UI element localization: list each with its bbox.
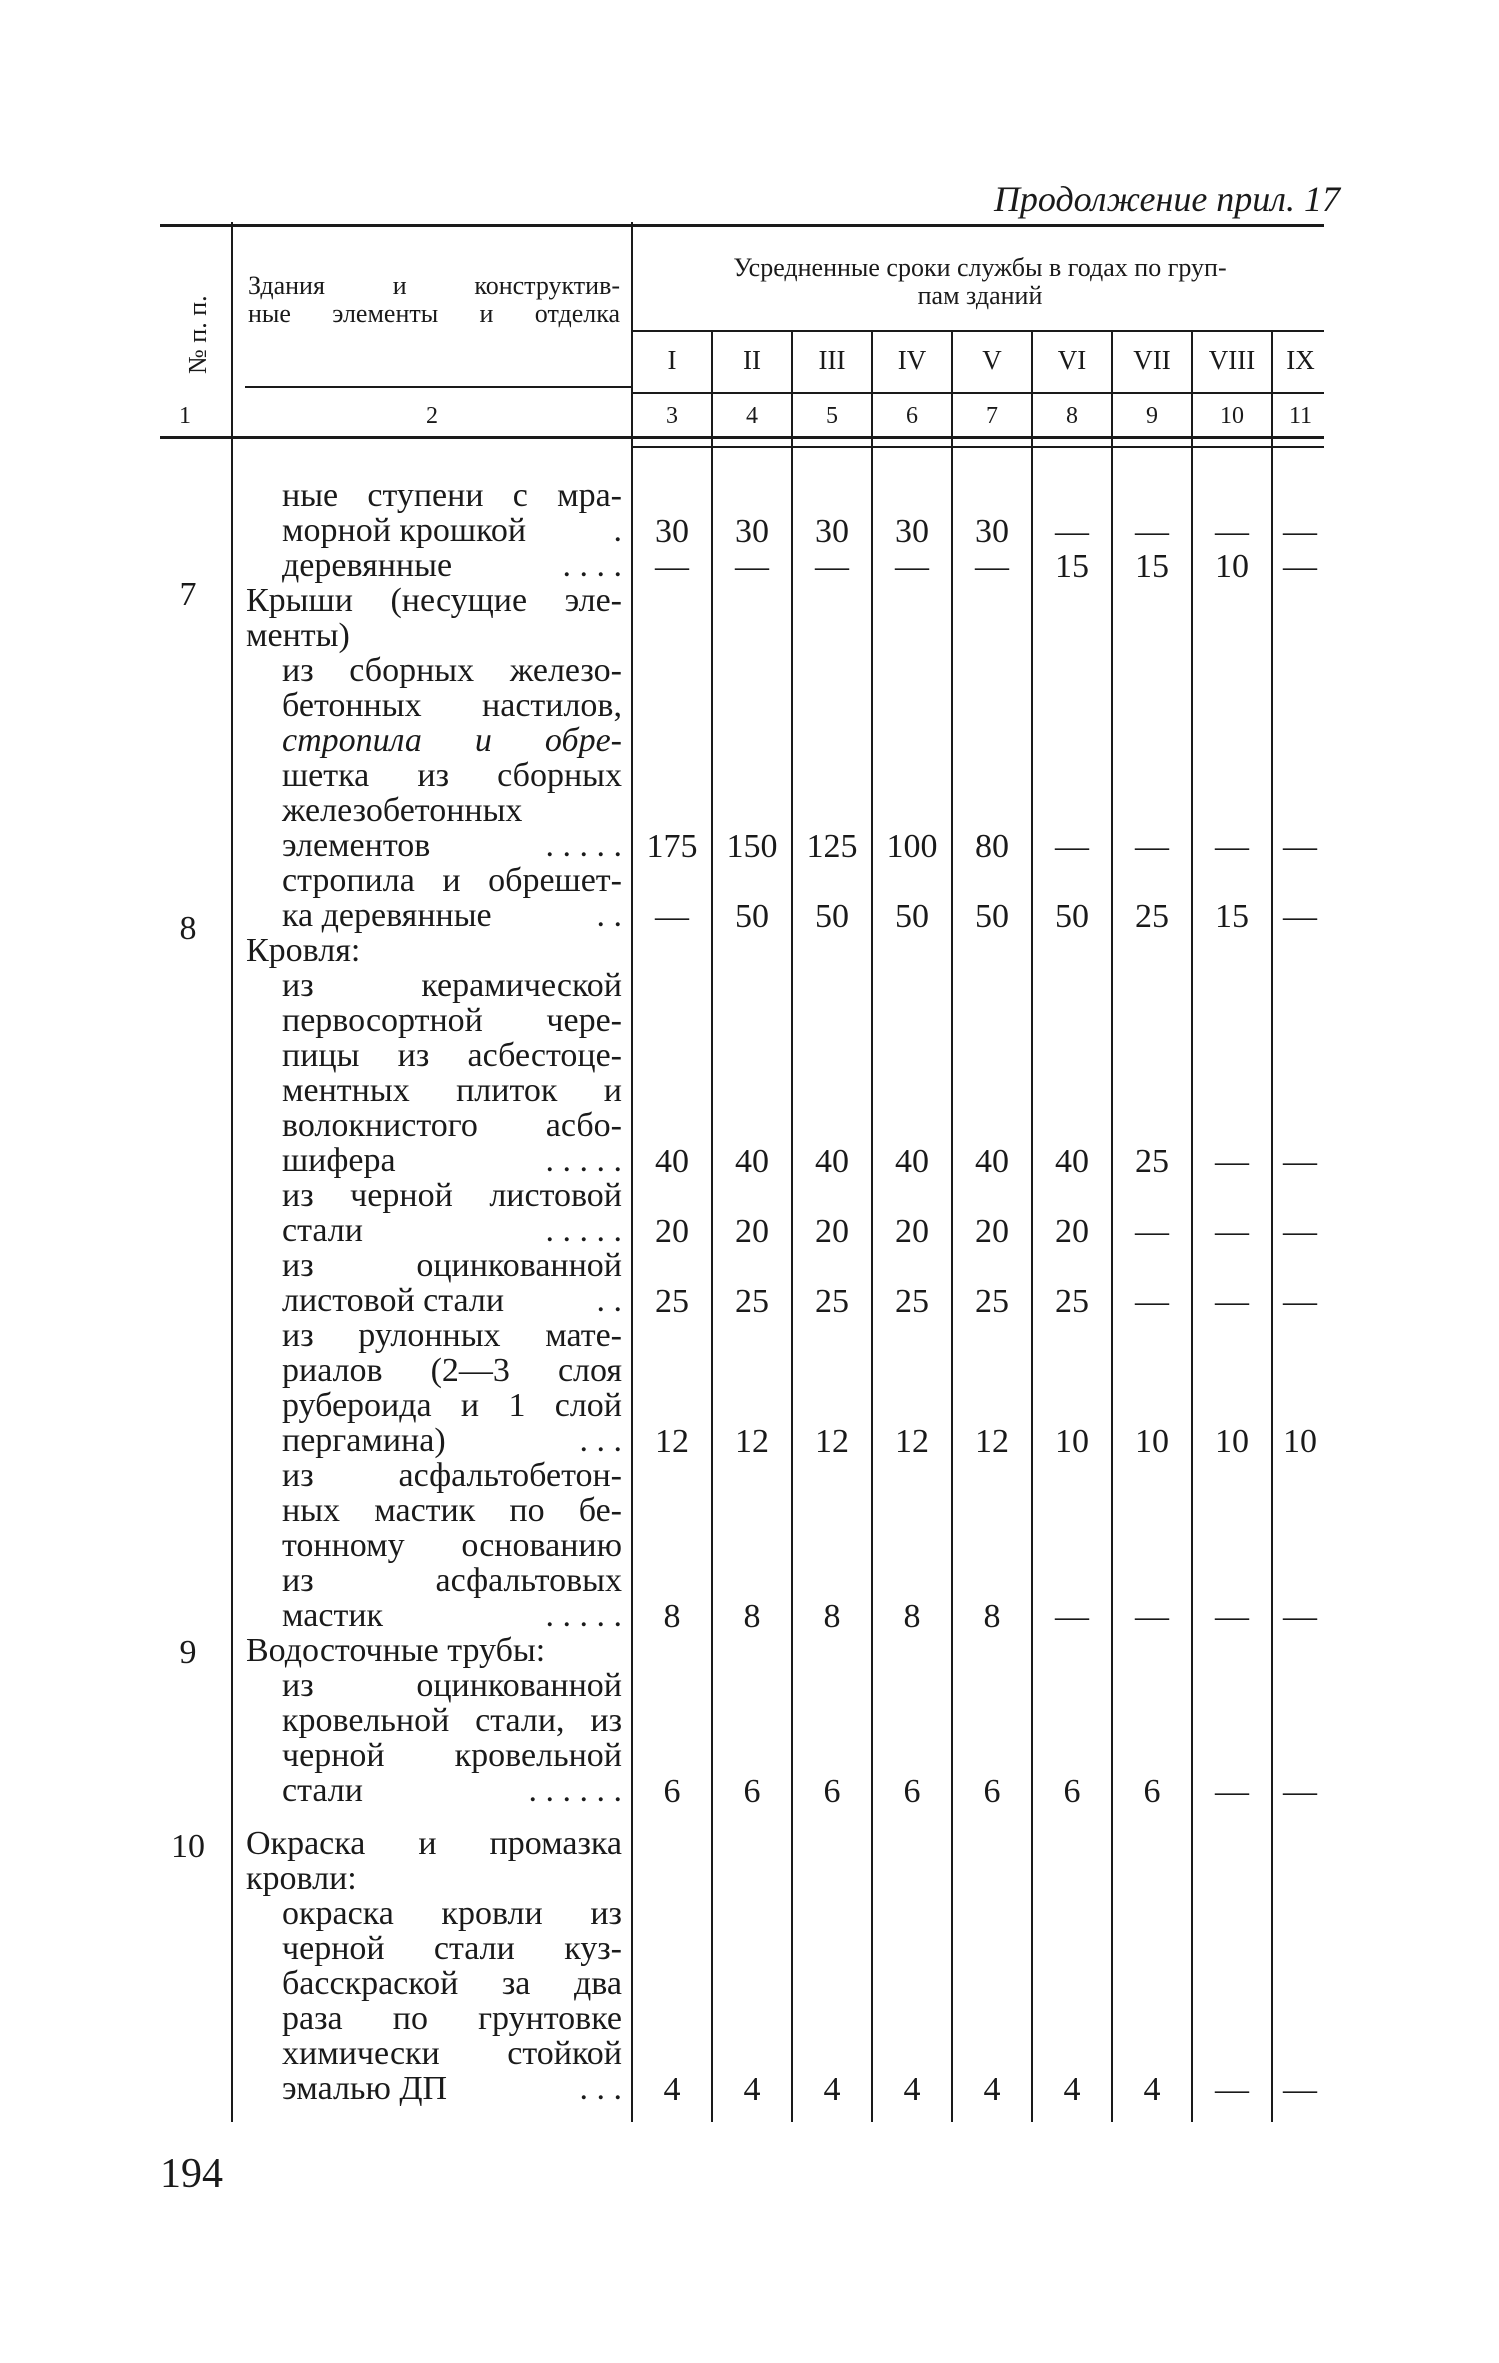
desc-line: пицы из асбестоце-: [282, 1037, 622, 1074]
groups-header-rule: [632, 330, 1324, 332]
value-cell: 6: [1063, 1773, 1081, 1810]
desc-line: риалов (2—3 слоя: [282, 1352, 622, 1389]
value-cell: 25: [735, 1283, 769, 1320]
value-cell: —: [1215, 1143, 1249, 1180]
value-cell: 100: [886, 828, 938, 865]
group-label-8: VIII: [1208, 345, 1256, 375]
desc-line: из асфальтовых: [282, 1562, 622, 1599]
value-cell: —: [1283, 1213, 1317, 1250]
desc-line: мастик . . . . .: [282, 1597, 622, 1634]
col-number-4: 4: [746, 403, 758, 429]
value-cell: 8: [823, 1598, 841, 1635]
value-cell: 30: [655, 513, 689, 550]
value-cell: 40: [1055, 1143, 1089, 1180]
desc-line: Крыши (несущие эле-: [246, 582, 622, 619]
value-cell: 15: [1055, 548, 1089, 585]
header-groups-line2: пам зданий: [917, 281, 1043, 310]
value-cell: 10: [1135, 1423, 1169, 1460]
desc-line: пергамина) . . .: [282, 1422, 622, 1459]
value-cell: 12: [975, 1423, 1009, 1460]
col-number-8: 8: [1066, 403, 1078, 429]
group-label-3: III: [818, 345, 846, 375]
desc-line: из оцинкованной: [282, 1247, 622, 1284]
value-cell: —: [735, 548, 769, 585]
desc-line: ментных плиток и: [282, 1072, 622, 1109]
value-cell: —: [1215, 1773, 1249, 1810]
row-number-10: 10: [171, 1828, 205, 1865]
value-cell: 10: [1215, 1423, 1249, 1460]
desc-line: первосортной чере-: [282, 1002, 622, 1039]
desc-line: из рулонных мате-: [282, 1317, 622, 1354]
col-number-3: 3: [666, 403, 678, 429]
col-number-11: 11: [1288, 403, 1313, 429]
value-cell: 25: [1135, 1143, 1169, 1180]
value-cell: —: [1135, 1283, 1169, 1320]
desc-line: ные ступени с мра-: [282, 477, 622, 514]
value-cell: 40: [655, 1143, 689, 1180]
value-cell: 4: [1143, 2071, 1161, 2108]
value-cell: 20: [1055, 1213, 1089, 1250]
value-cell: —: [1283, 513, 1317, 550]
value-cell: —: [1055, 828, 1089, 865]
desc-line: ных мастик по бе-: [282, 1492, 622, 1529]
value-cell: 80: [975, 828, 1009, 865]
value-cell: 8: [983, 1598, 1001, 1635]
desc-line: менты): [246, 617, 350, 654]
value-cell: 150: [726, 828, 778, 865]
page-number: 194: [160, 2151, 223, 2197]
value-cell: —: [895, 548, 929, 585]
desc-line: шетка из сборных: [282, 757, 622, 794]
desc-line: рубероида и 1 слой: [282, 1387, 622, 1424]
header-col-num: № п. п.: [183, 295, 212, 374]
col-number-2: 2: [426, 403, 438, 429]
desc-line: из керамической: [282, 967, 622, 1004]
desc-line: стропила и обрешет-: [282, 862, 622, 899]
value-cell: 12: [655, 1423, 689, 1460]
value-cell: —: [1215, 1213, 1249, 1250]
desc-line: из асфальтобетон-: [282, 1457, 622, 1494]
value-cell: 6: [743, 1773, 761, 1810]
value-cell: 30: [735, 513, 769, 550]
value-cell: 20: [815, 1213, 849, 1250]
value-cell: 175: [646, 828, 698, 865]
value-cell: 8: [663, 1598, 681, 1635]
value-cell: 6: [663, 1773, 681, 1810]
desc-line: басскраской за два: [282, 1965, 622, 2002]
desc-line: черной стали куз-: [282, 1930, 622, 1967]
value-cell: 125: [806, 828, 858, 865]
value-cell: —: [815, 548, 849, 585]
desc-line: волокнистого асбо-: [282, 1107, 622, 1144]
value-cell: —: [1215, 2071, 1249, 2108]
value-cell: 40: [895, 1143, 929, 1180]
value-cell: 8: [903, 1598, 921, 1635]
desc-line: кровли:: [246, 1860, 357, 1897]
value-cell: —: [1215, 1598, 1249, 1635]
desc-line: стали . . . . . .: [282, 1772, 622, 1809]
value-cell: 10: [1283, 1423, 1317, 1460]
value-cell: 40: [735, 1143, 769, 1180]
value-cell: 4: [903, 2071, 921, 2108]
desc-line: эмалью ДП . . .: [282, 2070, 622, 2107]
desc-header-rule: [245, 386, 633, 388]
table-caption: Продолжение прил. 17: [993, 179, 1340, 219]
row-number-9: 9: [179, 1634, 197, 1671]
value-cell: 40: [815, 1143, 849, 1180]
table-top-rule: [160, 224, 1324, 227]
value-cell: 4: [1063, 2071, 1081, 2108]
value-cell: 25: [975, 1283, 1009, 1320]
header-col-desc-line1: Здания и конструктив-: [248, 271, 620, 300]
value-cell: 15: [1135, 548, 1169, 585]
value-cell: 50: [895, 898, 929, 935]
col-divider-6: [951, 330, 953, 2122]
value-cell: —: [1135, 828, 1169, 865]
value-cell: 25: [1135, 898, 1169, 935]
desc-line: листовой стали . .: [282, 1282, 622, 1319]
value-cell: 12: [815, 1423, 849, 1460]
value-cell: —: [1215, 828, 1249, 865]
row-number-7: 7: [179, 576, 197, 613]
desc-line: элементов . . . . .: [282, 827, 622, 864]
value-cell: 4: [663, 2071, 681, 2108]
desc-line: ка деревянные . .: [282, 897, 622, 934]
value-cell: —: [1055, 513, 1089, 550]
desc-line: морной крошкой .: [282, 512, 622, 549]
row-number-8: 8: [179, 910, 197, 947]
desc-line: окраска кровли из: [282, 1895, 622, 1932]
col-divider-3: [711, 330, 713, 2122]
col-number-10: 10: [1220, 403, 1244, 429]
col-divider-2: [631, 222, 633, 2122]
group-label-1: I: [667, 345, 677, 375]
desc-line: раза по грунтовке: [282, 2000, 622, 2037]
desc-line: стали . . . . .: [282, 1212, 622, 1249]
desc-line: черной кровельной: [282, 1737, 622, 1774]
value-cell: 4: [983, 2071, 1001, 2108]
col-divider-8: [1111, 330, 1113, 2122]
desc-line: железобетонных: [282, 792, 523, 829]
value-cell: —: [1283, 828, 1317, 865]
header-groups-line1: Усредненные сроки службы в годах по груп-: [733, 253, 1227, 282]
value-cell: —: [1135, 513, 1169, 550]
col-divider-5: [871, 330, 873, 2122]
value-cell: 20: [735, 1213, 769, 1250]
group-label-6: VI: [1057, 345, 1087, 375]
desc-line: деревянные . . . .: [282, 547, 622, 584]
value-cell: 12: [735, 1423, 769, 1460]
col-divider-4: [791, 330, 793, 2122]
value-cell: 50: [735, 898, 769, 935]
value-cell: 6: [823, 1773, 841, 1810]
value-cell: 10: [1215, 548, 1249, 585]
value-cell: —: [1135, 1213, 1169, 1250]
value-cell: —: [1283, 1773, 1317, 1810]
col-number-1: 1: [179, 403, 191, 429]
group-label-2: II: [743, 345, 761, 375]
group-label-5: V: [982, 345, 1002, 375]
desc-line: из оцинкованной: [282, 1667, 622, 1704]
value-cell: 20: [895, 1213, 929, 1250]
desc-line: стропила и обре-: [282, 722, 622, 759]
value-cell: —: [1215, 1283, 1249, 1320]
numbers-header-rule: [632, 392, 1324, 394]
value-cell: 6: [903, 1773, 921, 1810]
value-cell: —: [1283, 1143, 1317, 1180]
header-col-desc-line2: ные элементы и отделка: [248, 299, 620, 328]
value-cell: 15: [1215, 898, 1249, 935]
desc-line: из сборных железо-: [282, 652, 622, 689]
header-bottom-rule: [160, 436, 1324, 439]
col-divider-9: [1191, 330, 1193, 2122]
value-cell: —: [975, 548, 1009, 585]
value-cell: —: [1283, 1598, 1317, 1635]
value-cell: 30: [975, 513, 1009, 550]
value-cell: —: [1283, 898, 1317, 935]
value-cell: 25: [895, 1283, 929, 1320]
value-cell: —: [1055, 1598, 1089, 1635]
group-label-4: IV: [897, 345, 927, 375]
value-cell: 10: [1055, 1423, 1089, 1460]
value-cell: 30: [815, 513, 849, 550]
value-cell: 50: [1055, 898, 1089, 935]
col-divider-1: [231, 222, 233, 2122]
value-cell: 20: [655, 1213, 689, 1250]
desc-line: из черной листовой: [282, 1177, 622, 1214]
value-cell: —: [1215, 513, 1249, 550]
value-cell: —: [655, 898, 689, 935]
value-cell: —: [1283, 1283, 1317, 1320]
value-cell: 20: [975, 1213, 1009, 1250]
desc-line: Кровля:: [246, 932, 361, 969]
desc-line: шифера . . . . .: [282, 1142, 622, 1179]
col-number-5: 5: [826, 403, 838, 429]
body-top-rule: [632, 446, 1324, 448]
value-cell: —: [1283, 2071, 1317, 2108]
value-cell: 4: [823, 2071, 841, 2108]
value-cell: —: [1135, 1598, 1169, 1635]
group-label-9: IX: [1286, 345, 1315, 375]
value-cell: 50: [975, 898, 1009, 935]
value-cell: 25: [1055, 1283, 1089, 1320]
value-cell: 50: [815, 898, 849, 935]
desc-line: кровельной стали, из: [282, 1702, 622, 1739]
value-cell: 4: [743, 2071, 761, 2108]
value-cell: 40: [975, 1143, 1009, 1180]
col-number-9: 9: [1146, 403, 1158, 429]
desc-line: химически стойкой: [282, 2035, 622, 2072]
col-divider-7: [1031, 330, 1033, 2122]
group-label-7: VII: [1133, 345, 1171, 375]
value-cell: 12: [895, 1423, 929, 1460]
value-cell: 6: [983, 1773, 1001, 1810]
value-cell: —: [1283, 548, 1317, 585]
value-cell: 25: [815, 1283, 849, 1320]
value-cell: 30: [895, 513, 929, 550]
col-number-7: 7: [986, 403, 998, 429]
col-number-6: 6: [906, 403, 918, 429]
value-cell: 6: [1143, 1773, 1161, 1810]
value-cell: 25: [655, 1283, 689, 1320]
desc-line: тонному основанию: [282, 1527, 622, 1564]
desc-line: Водосточные трубы:: [246, 1632, 546, 1669]
value-cell: —: [655, 548, 689, 585]
desc-line: бетонных настилов,: [282, 687, 622, 724]
desc-line: Окраска и промазка: [246, 1825, 622, 1862]
value-cell: 8: [743, 1598, 761, 1635]
